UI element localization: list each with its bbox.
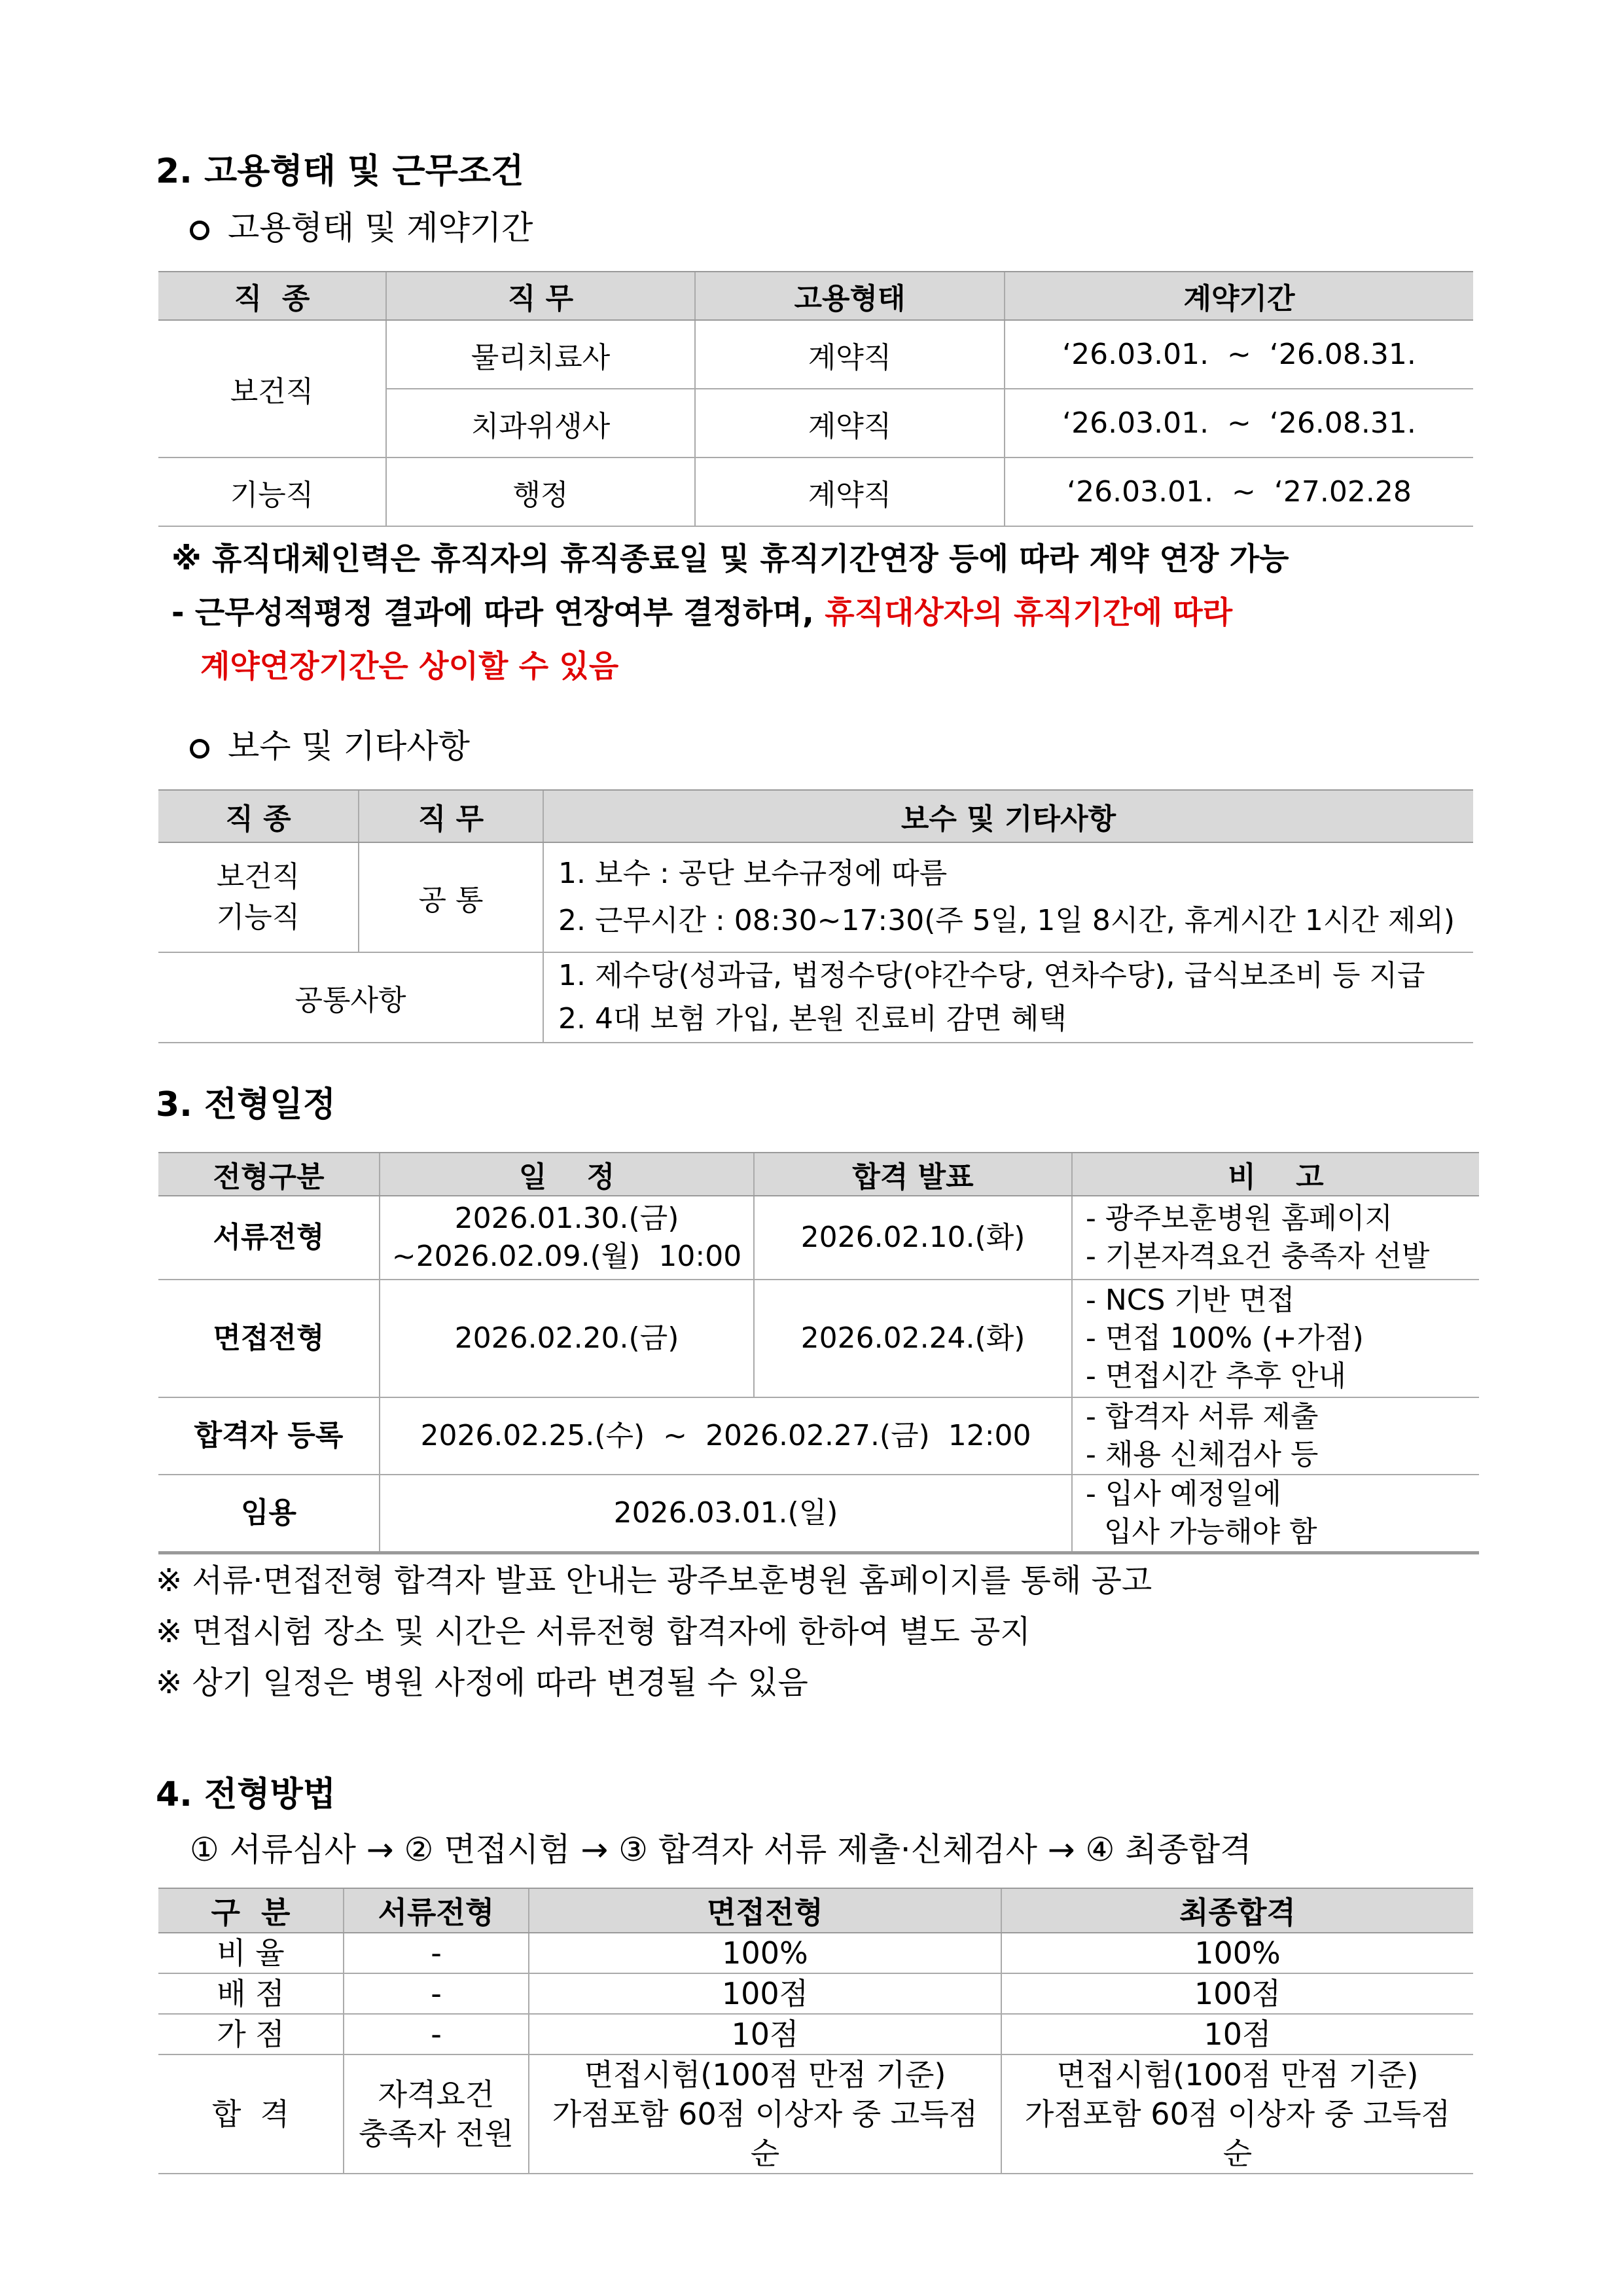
duty-common: 공 통: [359, 842, 543, 952]
note-highlight: 휴직대상자의 휴직기간에 따라: [825, 595, 1233, 631]
header-stage: 전형구분: [158, 1153, 380, 1196]
duty-cell: 물리치료사: [386, 320, 695, 389]
stage-appointment: 임용: [158, 1475, 380, 1553]
duty-cell: 행정: [386, 457, 695, 526]
note-extension: - 근무성적평정 결과에 따라 연장여부 결정하며, 휴직대상자의 휴직기간에 따라: [171, 595, 1233, 631]
header-category: 구 분: [158, 1888, 344, 1933]
header-duty: 직 무: [359, 790, 543, 842]
table-row: [158, 1973, 1473, 2014]
cell: 100점: [529, 1973, 1001, 2014]
header-interview: 면접전형: [529, 1888, 1001, 1933]
cell: 자격요건 충족자 전원: [344, 2054, 529, 2174]
schedule-cell: 2026.02.20.(금): [380, 1280, 754, 1397]
cell: 10점: [529, 2014, 1001, 2054]
job-group-health: 보건직: [158, 320, 386, 457]
row-label: 가 점: [158, 2014, 344, 2054]
table-row: [158, 1397, 1479, 1475]
subheading-employment: 고용형태 및 계약기간: [190, 208, 533, 247]
remarks-cell: - NCS 기반 면접 - 면접 100% (+가점) - 면접시간 추후 안내: [1072, 1280, 1479, 1397]
row-label: 합 격: [158, 2054, 344, 2174]
header-job-type: 직 종: [158, 790, 359, 842]
cell: 100%: [1001, 1933, 1473, 1973]
header-contract-period: 계약기간: [1005, 272, 1473, 320]
table-row: [158, 2054, 1473, 2174]
cell: 10점: [1001, 2014, 1473, 2054]
job-groups: 보건직 기능직: [158, 842, 359, 952]
stage-registration: 합격자 등록: [158, 1397, 380, 1475]
cell: -: [344, 1973, 529, 2014]
pay-items: 1. 보수 : 공단 보수규정에 따름 2. 근무시간 : 08:30~17:30(주 5일, 1일 8시간, 휴게시간 1시간 제외): [543, 842, 1473, 952]
table-row: [158, 1475, 1479, 1553]
type-cell: 계약직: [695, 389, 1005, 457]
table-row: [158, 1280, 1479, 1397]
period-cell: ‘26.03.01. ~ ‘26.08.31.: [1005, 389, 1473, 457]
duty-cell: 치과위생사: [386, 389, 695, 457]
period-cell: ‘26.03.01. ~ ‘27.02.28: [1005, 457, 1473, 526]
selection-flow: ① 서류심사 → ② 면접시험 → ③ 합격자 서류 제출·신체검사 → ④ 최종합격: [190, 1831, 1252, 1869]
pay-table: [158, 789, 1473, 1043]
schedule-note: ※ 서류·면접전형 합격자 발표 안내는 광주보훈병원 홈페이지를 통해 공고: [156, 1562, 1152, 1599]
period-cell: ‘26.03.01. ~ ‘26.08.31.: [1005, 320, 1473, 389]
table-row: [158, 952, 1473, 1043]
type-cell: 계약직: [695, 320, 1005, 389]
header-result: 합격 발표: [754, 1153, 1072, 1196]
result-cell: 2026.02.10.(화): [754, 1196, 1072, 1280]
table-row: [158, 1196, 1479, 1280]
circle-bullet-icon: [190, 221, 209, 240]
schedule-cell: 2026.02.25.(수) ~ 2026.02.27.(금) 12:00: [380, 1397, 1072, 1475]
remarks-cell: - 광주보훈병원 홈페이지 - 기본자격요건 충족자 선발: [1072, 1196, 1479, 1280]
schedule-table: [158, 1152, 1479, 1554]
row-label: 배 점: [158, 1973, 344, 2014]
cell: -: [344, 2014, 529, 2054]
row-label: 비 율: [158, 1933, 344, 1973]
header-job-type: 직 종: [158, 272, 386, 320]
job-group-skill: 기능직: [158, 457, 386, 526]
header-pay-etc: 보수 및 기타사항: [543, 790, 1473, 842]
employment-table: [158, 271, 1473, 527]
section-3-title: 3. 전형일정: [156, 1085, 336, 1124]
section-2-title: 2. 고용형태 및 근무조건: [156, 152, 524, 191]
table-row: [158, 1933, 1473, 1973]
header-schedule: 일 정: [380, 1153, 754, 1196]
remarks-cell: - 입사 예정일에 입사 가능해야 함: [1072, 1475, 1479, 1553]
stage-document: 서류전형: [158, 1196, 380, 1280]
schedule-note: ※ 면접시험 장소 및 시간은 서류전형 합격자에 한하여 별도 공지: [156, 1613, 1031, 1650]
schedule-cell: 2026.03.01.(일): [380, 1475, 1072, 1553]
stage-interview: 면접전형: [158, 1280, 380, 1397]
schedule-cell: 2026.01.30.(금) ~2026.02.09.(월) 10:00: [380, 1196, 754, 1280]
header-remarks: 비 고: [1072, 1153, 1479, 1196]
cell: 면접시험(100점 만점 기준) 가점포함 60점 이상자 중 고득점 순: [529, 2054, 1001, 2174]
header-document: 서류전형: [344, 1888, 529, 1933]
note-extension-cont: 계약연장기간은 상이할 수 있음: [200, 649, 619, 685]
header-employment-type: 고용형태: [695, 272, 1005, 320]
header-duty: 직 무: [386, 272, 695, 320]
table-row: [158, 457, 1473, 526]
common-items: 1. 제수당(성과급, 법정수당(야간수당, 연차수당), 급식보조비 등 지급 2. 4대 보험 가입, 본원 진료비 감면 혜택: [543, 952, 1473, 1043]
table-row: [158, 842, 1473, 952]
circle-bullet-icon: [190, 739, 209, 759]
schedule-note: ※ 상기 일정은 병원 사정에 따라 변경될 수 있음: [156, 1664, 808, 1701]
method-table: [158, 1888, 1473, 2174]
section-4-title: 4. 전형방법: [156, 1775, 336, 1814]
note-replacement: ※ 휴직대체인력은 휴직자의 휴직종료일 및 휴직기간연장 등에 따라 계약 연장 가능: [171, 541, 1289, 577]
cell: 면접시험(100점 만점 기준) 가점포함 60점 이상자 중 고득점 순: [1001, 2054, 1473, 2174]
subheading-pay: 보수 및 기타사항: [190, 726, 470, 766]
header-final: 최종합격: [1001, 1888, 1473, 1933]
cell: -: [344, 1933, 529, 1973]
table-row: [158, 320, 1473, 389]
common-label: 공통사항: [158, 952, 543, 1043]
cell: 100%: [529, 1933, 1001, 1973]
table-row: [158, 2014, 1473, 2054]
cell: 100점: [1001, 1973, 1473, 2014]
remarks-cell: - 합격자 서류 제출 - 채용 신체검사 등: [1072, 1397, 1479, 1475]
type-cell: 계약직: [695, 457, 1005, 526]
result-cell: 2026.02.24.(화): [754, 1280, 1072, 1397]
